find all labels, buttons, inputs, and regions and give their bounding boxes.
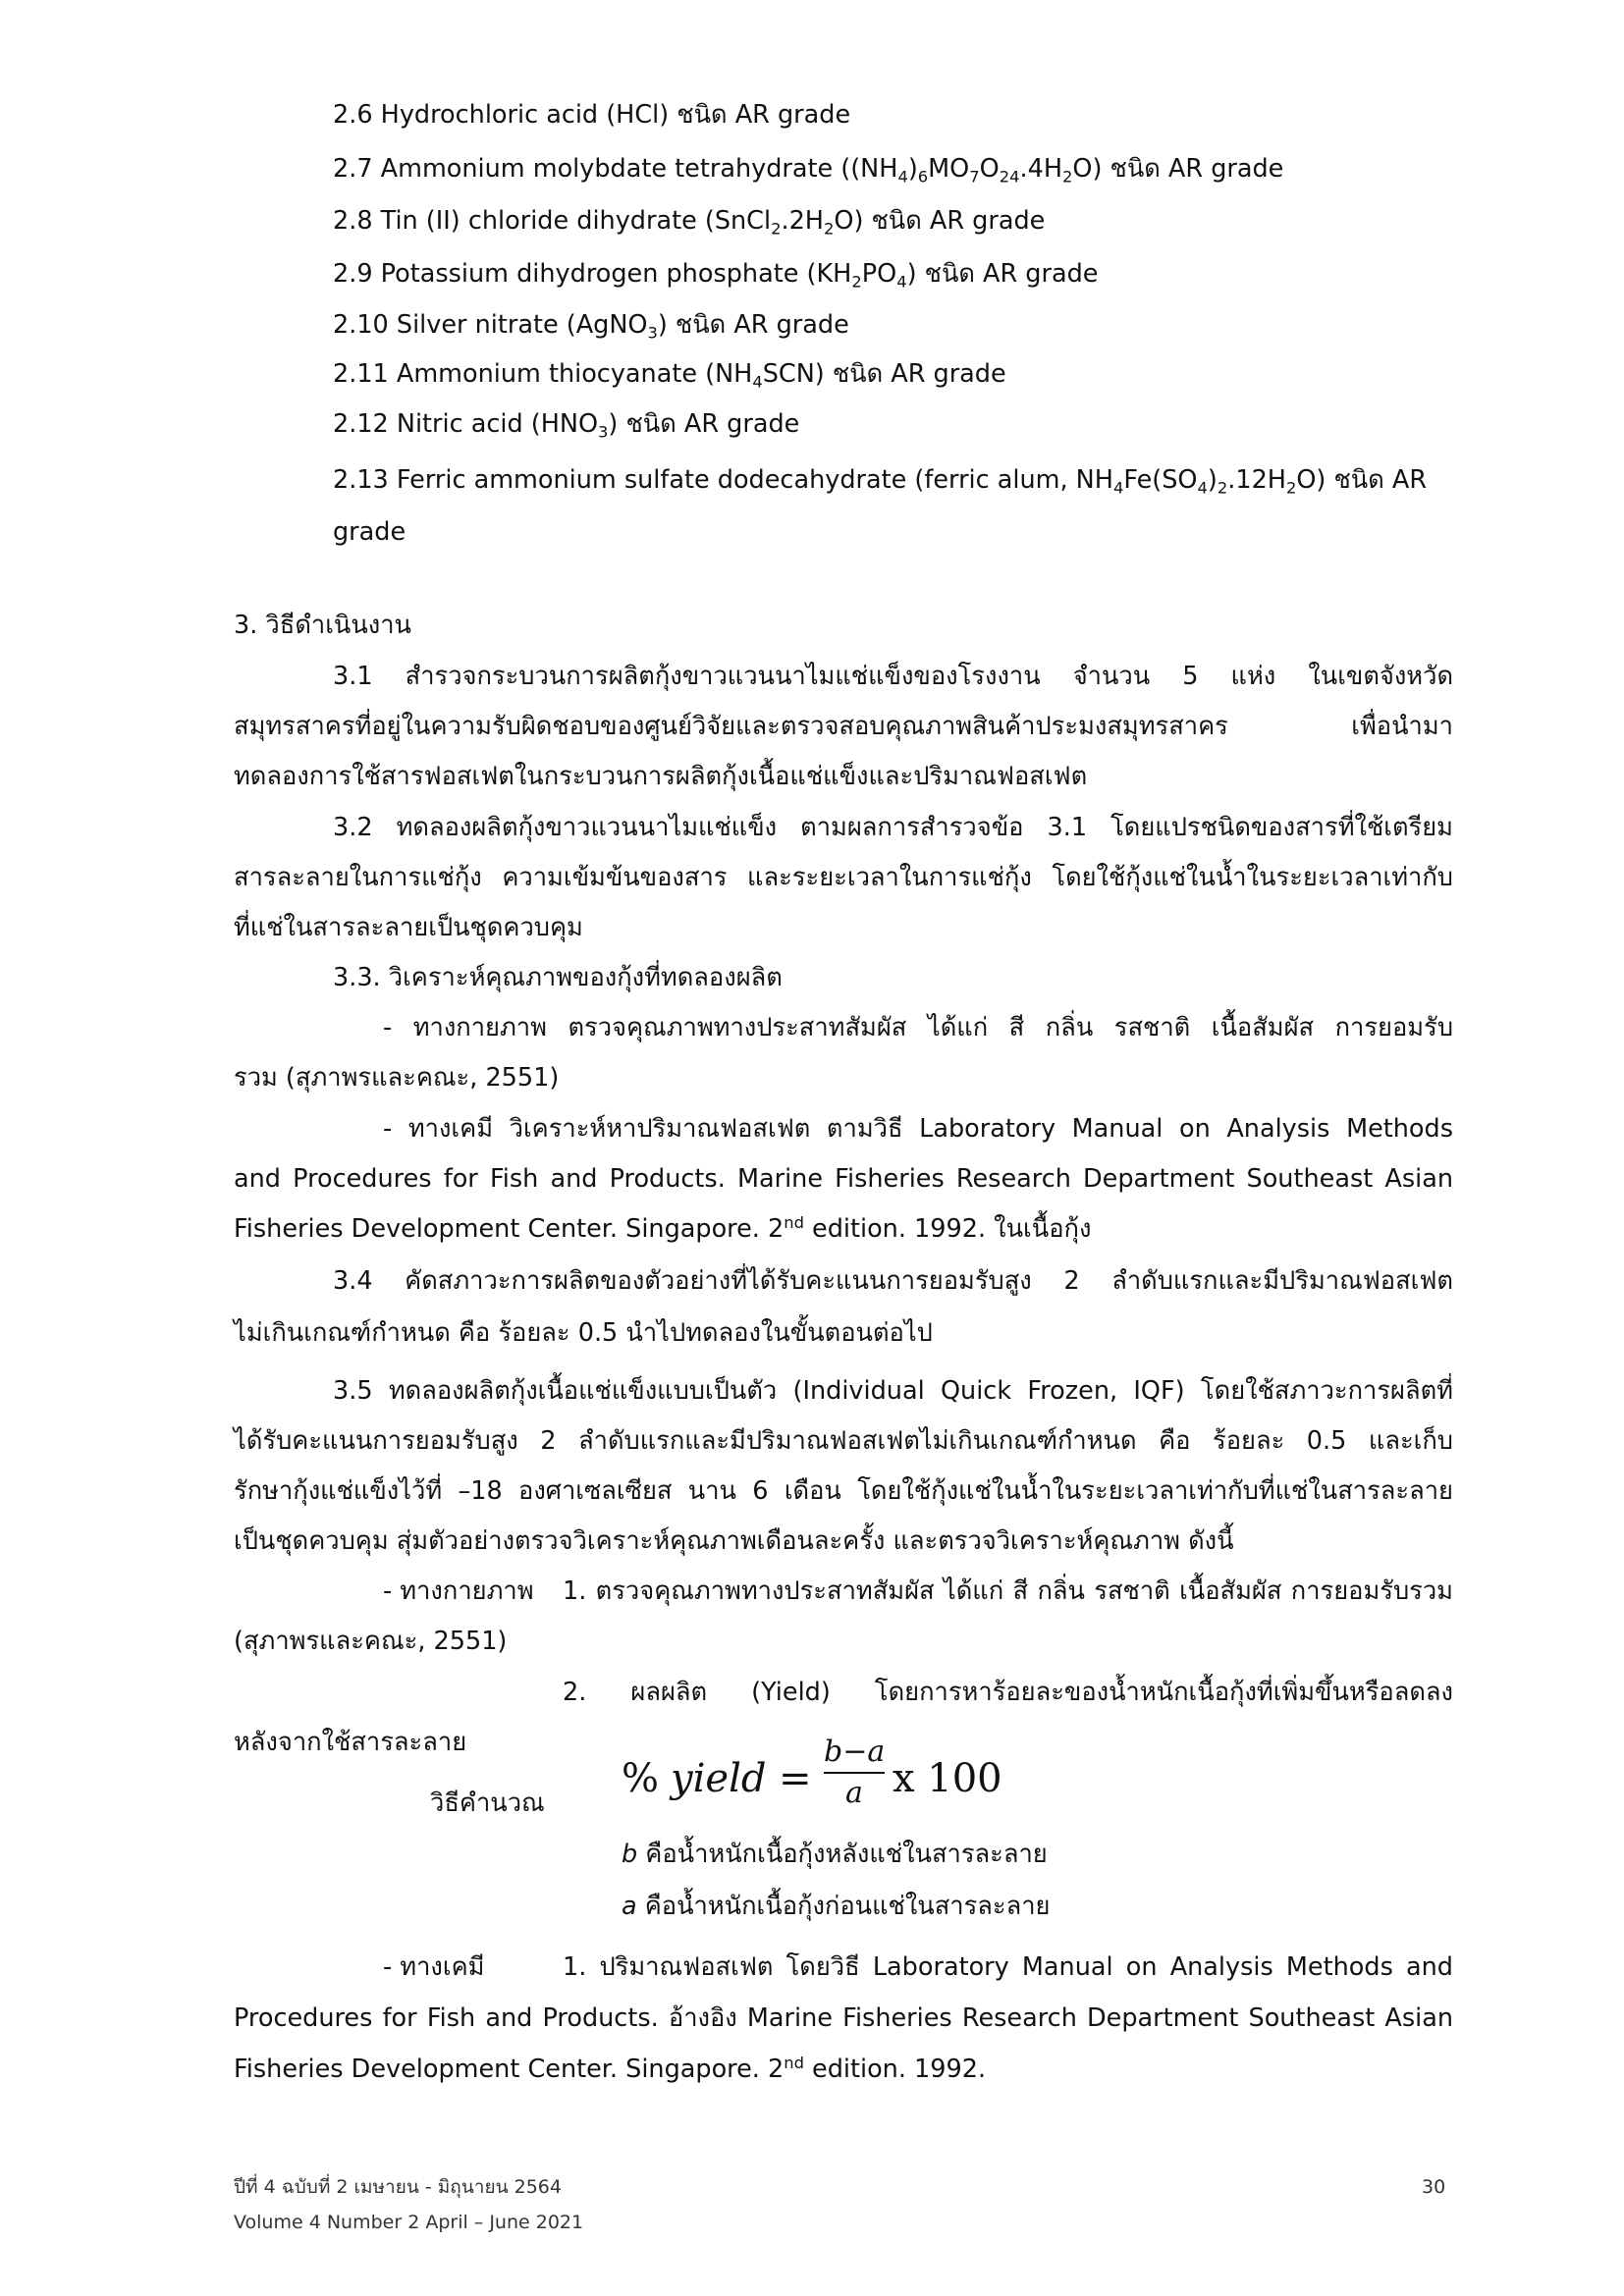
- material-text: MO: [928, 154, 970, 184]
- subscript: 4: [752, 372, 763, 392]
- material-item-2-10: [333, 308, 849, 342]
- paragraph-3-4-line: 3.4 คัดสภาวะการผลิตของตัวอย่างที่ได้รับคะแนนการยอมรับสูง 2 ลำดับแรกและมีปริมาณฟอสเฟต: [333, 1266, 1453, 1296]
- material-text: .4H: [1019, 154, 1062, 184]
- material-item-2-7: [333, 152, 1283, 186]
- material-text: Fe(SO: [1123, 465, 1198, 495]
- subscript: 24: [999, 167, 1020, 187]
- material-text: 2.12 Nitric acid (HNO: [333, 409, 599, 439]
- material-text: 2.6 Hydrochloric acid (HCl) ชนิด AR grade: [333, 100, 851, 130]
- chemical-item-1-cont: [234, 2053, 986, 2086]
- material-text: ) ชนิด AR grade: [608, 409, 800, 439]
- physical-label: - ทางกายภาพ: [383, 1576, 534, 1606]
- paragraph-3-2-line: ที่แช่ในสารละลายเป็นชุดควบคุม: [234, 913, 583, 942]
- subscript: 2: [1062, 167, 1073, 187]
- subscript: 4: [897, 167, 908, 187]
- paragraph-3-1-line: ทดลองการใช้สารฟอสเฟตในกระบวนการผลิตกุ้งเนื้อแช่แข็งและปริมาณฟอสเฟต: [234, 762, 1088, 791]
- chemical-label: - ทางเคมี: [383, 1952, 485, 1982]
- paragraph-3-5-line: ได้รับคะแนนการยอมรับสูง 2 ลำดับแรกและมีปริมาณฟอสเฟตไม่เกินเกณฑ์กำหนด คือ ร้อยละ 0.5 และเก็บ: [234, 1426, 1453, 1456]
- superscript: nd: [784, 1213, 804, 1233]
- material-item-2-9: [333, 257, 1098, 291]
- material-item-2-6: [333, 98, 850, 132]
- paragraph-3-3-heading: 3.3. วิเคราะห์คุณภาพของกุ้งที่ทดลองผลิต: [333, 963, 783, 992]
- subscript: 2: [823, 219, 835, 239]
- paragraph-3-3-chemical-cont: [234, 1212, 1091, 1246]
- subscript: 4: [1197, 478, 1208, 498]
- paragraph-3-3-chemical: - ทางเคมี วิเคราะห์หาปริมาณฟอสเฟต ตามวิธี Laboratory Manual on Analysis Methods: [383, 1114, 1453, 1144]
- paragraph-3-2-line: สารละลายในการแช่กุ้ง ความเข้มข้นของสาร และระยะเวลาในการแช่กุ้ง โดยใช้กุ้งแช่ในน้ำในระยะเวลาเท่ากับ: [234, 863, 1453, 892]
- material-text: 2.10 Silver nitrate (AgNO: [333, 310, 648, 340]
- subscript: 3: [598, 422, 609, 442]
- fraction-denominator: a: [845, 1776, 863, 1810]
- variable: a: [622, 1892, 637, 1921]
- percent-sign: %: [622, 1756, 660, 1801]
- paragraph-text: edition. 1992.: [803, 2055, 987, 2084]
- physical-item-2-cont: หลังจากใช้สารละลาย: [234, 1728, 467, 1757]
- material-text: .2H: [781, 206, 824, 236]
- subscript: 6: [917, 167, 929, 187]
- subscript: 7: [969, 167, 980, 187]
- subscript: 4: [1112, 478, 1124, 498]
- subscript: 2: [1285, 478, 1297, 498]
- material-item-2-8: [333, 204, 1045, 238]
- physical-item-2: 2. ผลผลิต (Yield) โดยการหาร้อยละของน้ำหนักเนื้อกุ้งที่เพิ่มขึ้นหรือลดลง: [563, 1678, 1453, 1707]
- material-text: SCN) ชนิด AR grade: [762, 359, 1006, 389]
- material-text: O) ชนิด AR: [1296, 465, 1428, 495]
- material-item-2-12: [333, 407, 799, 441]
- subscript: 2: [771, 219, 782, 239]
- material-text: grade: [333, 517, 406, 547]
- paragraph-3-2-line: 3.2 ทดลองผลิตกุ้งขาวแวนนาไมแช่แข็ง ตามผลการสำรวจข้อ 3.1 โดยแปรชนิดของสารที่ใช้เตรียม: [333, 813, 1453, 842]
- material-text: O) ชนิด AR grade: [1072, 154, 1284, 184]
- material-text: PO: [861, 259, 897, 289]
- definition-a: [622, 1890, 1051, 1923]
- material-text: ) ชนิด AR grade: [906, 259, 1099, 289]
- material-item-2-13-cont: [333, 515, 406, 549]
- material-text: 2.11 Ammonium thiocyanate (NH: [333, 359, 753, 389]
- equals-sign: =: [779, 1756, 812, 1801]
- paragraph-3-5-line: เป็นชุดควบคุม สุ่มตัวอย่างตรวจวิเคราะห์คุณภาพเดือนละครั้ง และตรวจวิเคราะห์คุณภาพ ดังนี้: [234, 1526, 1234, 1556]
- page-number: 30: [1422, 2176, 1446, 2198]
- material-text: O: [979, 154, 1000, 184]
- paragraph-3-3-physical: - ทางกายภาพ ตรวจคุณภาพทางประสาทสัมผัส ได้แก่ สี กลิ่น รสชาติ เนื้อสัมผัส การยอมรับ: [383, 1013, 1453, 1042]
- section-heading: 3. วิธีดำเนินงาน: [234, 611, 411, 640]
- footer-english: Volume 4 Number 2 April – June 2021: [234, 2212, 584, 2233]
- definition-text: คือน้ำหนักเนื้อกุ้งหลังแช่ในสารละลาย: [637, 1840, 1048, 1869]
- material-text: 2.7 Ammonium molybdate tetrahydrate ((NH: [333, 154, 898, 184]
- paragraph-3-5-line: 3.5 ทดลองผลิตกุ้งเนื้อแช่แข็งแบบเป็นตัว (Individual Quick Frozen, IQF) โดยใช้สภาวะการผลิตที่: [333, 1376, 1453, 1406]
- definition-b: [622, 1838, 1048, 1871]
- formula-fraction: [824, 1735, 885, 1811]
- subscript: 4: [896, 272, 907, 292]
- paragraph-3-1-line: 3.1 สำรวจกระบวนการผลิตกุ้งขาวแวนนาไมแช่แข็งของโรงงาน จำนวน 5 แห่ง ในเขตจังหวัด: [333, 662, 1453, 691]
- paragraph-3-5-line: รักษากุ้งแช่แข็งไว้ที่ –18 องศาเซลเซียส นาน 6 เดือน โดยใช้กุ้งแช่ในน้ำในระยะเวลาเท่ากับที่แช่ในสารละลาย: [234, 1476, 1453, 1506]
- formula-multiplier: x 100: [893, 1756, 1002, 1801]
- footer-thai: ปีที่ 4 ฉบับที่ 2 เมษายน - มิถุนายน 2564: [234, 2176, 562, 2198]
- superscript: nd: [784, 2054, 804, 2073]
- subscript: 2: [1217, 478, 1228, 498]
- paragraph-3-3-physical-cont: รวม (สุภาพรและคณะ, 2551): [234, 1063, 560, 1093]
- subscript: 3: [647, 323, 658, 343]
- paragraph-3-3-chemical-cont: and Procedures for Fish and Products. Marine Fisheries Research Department Southeast Asian: [234, 1164, 1453, 1194]
- material-text: 2.9 Potassium dihydrogen phosphate (KH: [333, 259, 852, 289]
- calculation-label: วิธีคำนวณ: [430, 1789, 545, 1818]
- subscript: 2: [851, 272, 862, 292]
- material-text: .12H: [1227, 465, 1286, 495]
- material-text: ) ชนิด AR grade: [657, 310, 849, 340]
- fraction-numerator: b−a: [824, 1735, 886, 1769]
- material-text: 2.8 Tin (II) chloride dihydrate (SnCl: [333, 206, 772, 236]
- paragraph-text: Fisheries Development Center. Singapore. 2: [234, 2055, 785, 2084]
- material-item-2-13: [333, 463, 1427, 497]
- formula-yield: yield: [671, 1756, 767, 1801]
- yield-formula: [622, 1735, 1034, 1823]
- paragraph-text: Fisheries Development Center. Singapore. 2: [234, 1214, 785, 1244]
- paragraph-3-4-line: ไม่เกินเกณฑ์กำหนด คือ ร้อยละ 0.5 นำไปทดลองในขั้นตอนต่อไป: [234, 1318, 933, 1348]
- paragraph-text: edition. 1992. ในเนื้อกุ้ง: [803, 1214, 1092, 1244]
- material-text: ): [1207, 465, 1218, 495]
- material-item-2-11: [333, 357, 1006, 391]
- definition-text: คือน้ำหนักเนื้อกุ้งก่อนแช่ในสารละลาย: [636, 1892, 1051, 1921]
- material-text: ): [907, 154, 918, 184]
- variable: b: [622, 1840, 638, 1869]
- paragraph-3-1-line: สมุทรสาครที่อยู่ในความรับผิดชอบของศูนย์วิจัยและตรวจสอบคุณภาพสินค้าประมงสมุทรสาคร เพื่อนำมา: [234, 712, 1453, 741]
- chemical-item-1-cont: Procedures for Fish and Products. อ้างอิง Marine Fisheries Research Department Southeast Asian: [234, 2003, 1453, 2033]
- physical-item-1-cont: (สุภาพรและคณะ, 2551): [234, 1627, 508, 1656]
- material-text: O) ชนิด AR grade: [834, 206, 1046, 236]
- physical-item-1: 1. ตรวจคุณภาพทางประสาทสัมผัส ได้แก่ สี กลิ่น รสชาติ เนื้อสัมผัส การยอมรับรวม: [563, 1576, 1453, 1606]
- material-text: 2.13 Ferric ammonium sulfate dodecahydrate (ferric alum, NH: [333, 465, 1113, 495]
- chemical-item-1: 1. ปริมาณฟอสเฟต โดยวิธี Laboratory Manual on Analysis Methods and: [563, 1952, 1453, 1982]
- fraction-bar: [824, 1772, 885, 1774]
